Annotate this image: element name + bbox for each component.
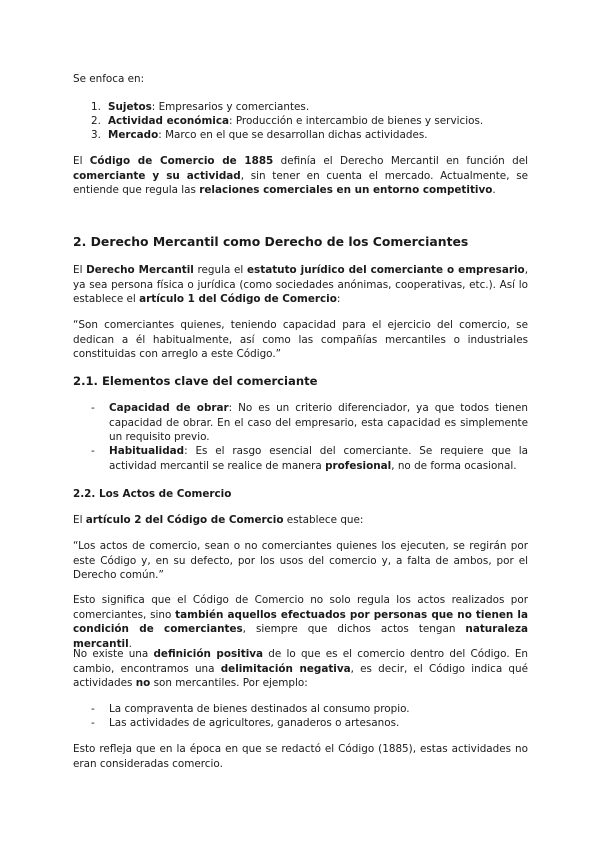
- list-number: 1.: [91, 101, 101, 113]
- list-item-text: : Marco en el que se desarrollan dichas actividades.: [158, 129, 428, 141]
- dash-bullet: -: [91, 402, 95, 414]
- list-item: - Habitualidad: Es el rasgo esencial del comerciante. Se requiere que la actividad mercantil se realice de manera profesional, no de forma ocasional.: [91, 445, 528, 472]
- list-number: 2.: [91, 115, 101, 127]
- section-2-heading: 2. Derecho Mercantil como Derecho de los Comerciantes: [73, 234, 469, 249]
- paragraph-derecho-mercantil: El Derecho Mercantil regula el estatuto jurídico del comerciante o empresario, ya sea persona física o jurídica (como sociedades anónimas, cooperativas, etc.). Así lo establece el artículo 1 del Código de Comercio:: [73, 264, 528, 306]
- quote-articulo-1: “Son comerciantes quienes, teniendo capacidad para el ejercicio del comercio, se dedican a él habitualmente, así como las compañías mercantiles o industriales constituidas con arreglo a este Código.”: [73, 319, 528, 361]
- paragraph-closing: Esto refleja que en la época en que se redactó el Código (1885), estas actividades no eran consideradas comercio.: [73, 743, 528, 770]
- list-item-term: Sujetos: [108, 101, 152, 113]
- list-item-text: : Empresarios y comerciantes.: [151, 101, 310, 113]
- list-item-text: : Producción e intercambio de bienes y servicios.: [229, 115, 484, 127]
- example-text: Las actividades de agricultores, ganaderos o artesanos.: [109, 717, 400, 729]
- list-item: [91, 702, 528, 717]
- list-number: 3.: [91, 129, 101, 141]
- intro-text: Se enfoca en:: [73, 73, 145, 85]
- quote-articulo-2: “Los actos de comercio, sean o no comerciantes quienes los ejecuten, se regirán por este Código y, en su defecto, por los usos del comercio y, a falta de ambos, por el Derecho común.”: [73, 540, 528, 582]
- paragraph-articulo-2: El artículo 2 del Código de Comercio establece que:: [73, 514, 364, 526]
- dash-bullet: -: [91, 445, 95, 457]
- list-item: - Capacidad de obrar: No es un criterio diferenciador, ya que todos tienen capacidad de obrar. En el caso del empresario, esta capacidad es simplemente un requisito previo.: [91, 402, 528, 444]
- section-2-2-heading: 2.2. Los Actos de Comercio: [73, 488, 232, 500]
- example-text: La compraventa de bienes destinados al consumo propio.: [109, 703, 410, 715]
- paragraph-delimitacion: No existe una definición positiva de lo que es el comercio dentro del Código. En cambio, encontramos una delimitación negativa, es decir, el Código indica qué actividades no son mercantiles. Por ejemplo:: [73, 648, 529, 690]
- paragraph-codigo-1885: El Código de Comercio de 1885 definía el Derecho Mercantil en función del comerciante y su actividad, sin tener en cuenta el mercado. Actualmente, se entiende que regula las relaciones comerciales en un entorno competitivo.: [73, 155, 528, 197]
- paragraph-actos-comercio: Esto significa que el Código de Comercio no solo regula los actos realizados por comerciantes, sino también aquellos efectuados por personas que no tienen la condición de comerciantes, siempre que dichos actos tengan naturaleza mercantil.: [73, 594, 528, 650]
- list-item-term: Mercado: [108, 129, 159, 141]
- dash-bullet: -: [91, 717, 95, 729]
- list-item-term: Actividad económica: [108, 115, 230, 127]
- list-item: [91, 716, 528, 731]
- section-2-1-heading: 2.1. Elementos clave del comerciante: [73, 374, 318, 388]
- dash-bullet: -: [91, 703, 95, 715]
